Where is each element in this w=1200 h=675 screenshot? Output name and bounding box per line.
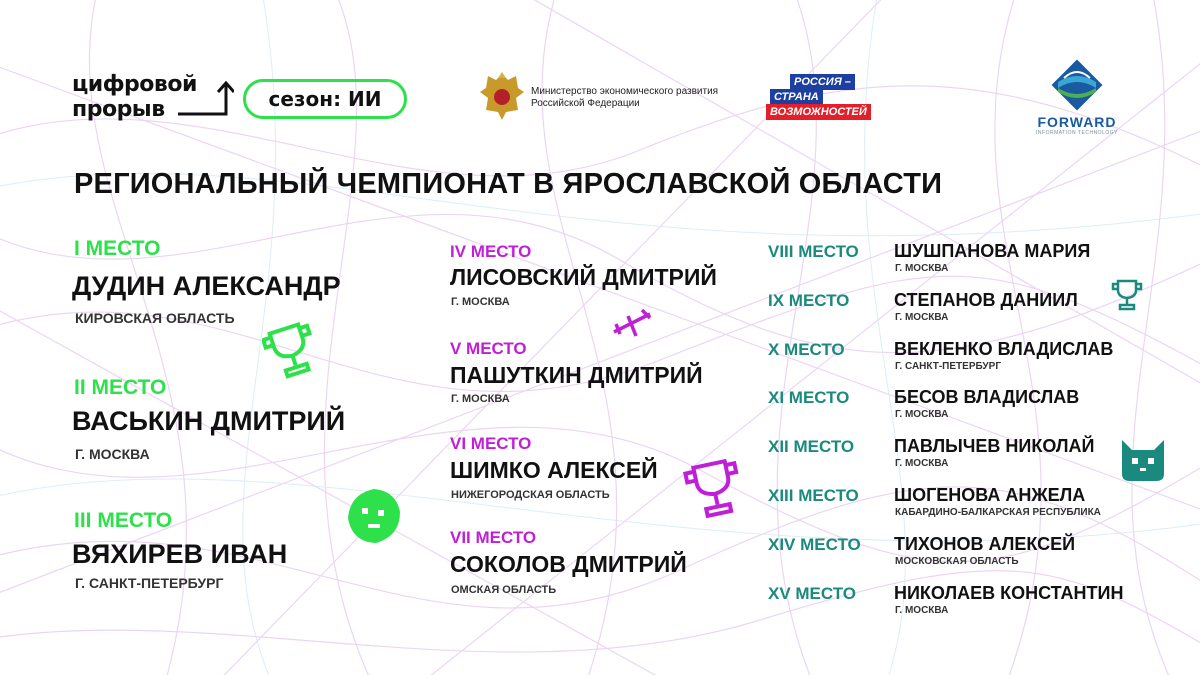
arrow-up-icon bbox=[178, 80, 234, 120]
winner-region: КИРОВСКАЯ ОБЛАСТЬ bbox=[75, 310, 235, 326]
forward-logo-subtitle: INFORMATION TECHNOLOGY bbox=[1036, 130, 1118, 136]
cup-icon bbox=[682, 454, 746, 522]
participant-name: СТЕПАНОВ ДАНИИЛ bbox=[894, 290, 1078, 310]
season-badge: сезон: ИИ bbox=[243, 79, 407, 119]
forward-logo-name: FORWARD bbox=[1037, 114, 1117, 130]
russia-line-3: ВОЗМОЖНОСТЕЙ bbox=[766, 104, 871, 120]
participant-region: КАБАРДИНО-БАЛКАРСКАЯ РЕСПУБЛИКА bbox=[895, 507, 1101, 518]
participant-name: НИКОЛАЕВ КОНСТАНТИН bbox=[894, 583, 1124, 603]
place-label: XIII МЕСТО bbox=[768, 486, 859, 505]
cup-icon bbox=[1108, 276, 1146, 314]
place-label: XII МЕСТО bbox=[768, 437, 855, 456]
ministry-line-2: Российской Федерации bbox=[531, 98, 640, 109]
winner-region: Г. САНКТ-ПЕТЕРБУРГ bbox=[75, 575, 224, 591]
participant-name: ШУШПАНОВА МАРИЯ bbox=[894, 241, 1091, 261]
place-label: XIV МЕСТО bbox=[768, 535, 861, 554]
participant-region: Г. МОСКВА bbox=[895, 605, 949, 616]
place-label: IX МЕСТО bbox=[768, 291, 850, 310]
place-label: V МЕСТО bbox=[450, 339, 527, 358]
participant-region: Г. МОСКВА bbox=[895, 458, 949, 469]
winner-name: ВАСЬКИН ДМИТРИЙ bbox=[72, 406, 346, 436]
forward-logo-icon bbox=[1050, 58, 1104, 112]
airplane-icon bbox=[610, 306, 654, 342]
alien-icon bbox=[344, 486, 404, 546]
place-label: II МЕСТО bbox=[74, 376, 167, 399]
participant-name: ЛИСОВСКИЙ ДМИТРИЙ bbox=[450, 264, 717, 290]
logo-line-1: цифровой bbox=[72, 72, 197, 97]
winner-region: Г. МОСКВА bbox=[75, 446, 150, 462]
cup-icon bbox=[262, 320, 320, 382]
russia-opportunity-logo bbox=[762, 74, 882, 120]
place-label: IV МЕСТО bbox=[450, 242, 532, 261]
winner-name: ВЯХИРЕВ ИВАН bbox=[72, 539, 288, 569]
participant-name: ПАШУТКИН ДМИТРИЙ bbox=[450, 362, 703, 388]
russia-line-2: СТРАНА bbox=[770, 89, 823, 105]
coat-of-arms-icon bbox=[478, 70, 526, 122]
place-label: I МЕСТО bbox=[74, 237, 161, 260]
place-label: VII МЕСТО bbox=[450, 528, 537, 547]
russia-line-1: РОССИЯ – bbox=[790, 74, 855, 90]
participant-region: Г. МОСКВА bbox=[895, 312, 949, 323]
winner-name: ДУДИН АЛЕКСАНДР bbox=[72, 271, 341, 301]
participant-name: ШОГЕНОВА АНЖЕЛА bbox=[894, 485, 1086, 505]
participant-name: ШИМКО АЛЕКСЕЙ bbox=[450, 457, 658, 483]
participant-region: Г. МОСКВА bbox=[451, 393, 510, 405]
place-label: XI МЕСТО bbox=[768, 388, 850, 407]
participant-name: БЕСОВ ВЛАДИСЛАВ bbox=[894, 387, 1080, 407]
place-label: X МЕСТО bbox=[768, 340, 845, 359]
cat-icon bbox=[1118, 434, 1168, 484]
participant-region: Г. САНКТ-ПЕТЕРБУРГ bbox=[895, 361, 1001, 372]
ministry-text bbox=[531, 86, 721, 110]
place-label: III МЕСТО bbox=[74, 509, 173, 532]
participant-region: НИЖЕГОРОДСКАЯ ОБЛАСТЬ bbox=[451, 489, 610, 501]
participant-region: Г. МОСКВА bbox=[451, 296, 510, 308]
participant-name: СОКОЛОВ ДМИТРИЙ bbox=[450, 551, 687, 577]
logo-line-2: прорыв bbox=[72, 97, 165, 122]
place-label: VI МЕСТО bbox=[450, 434, 532, 453]
participant-name: ПАВЛЫЧЕВ НИКОЛАЙ bbox=[894, 436, 1095, 456]
participant-region: МОСКОВСКАЯ ОБЛАСТЬ bbox=[895, 556, 1019, 567]
ministry-line-1: Министерство экономического развития bbox=[531, 86, 719, 97]
place-label: VIII МЕСТО bbox=[768, 242, 859, 261]
participant-name: ВЕКЛЕНКО ВЛАДИСЛАВ bbox=[894, 339, 1114, 359]
participant-region: ОМСКАЯ ОБЛАСТЬ bbox=[451, 584, 557, 596]
participant-name: ТИХОНОВ АЛЕКСЕЙ bbox=[894, 534, 1076, 554]
participant-region: Г. МОСКВА bbox=[895, 409, 949, 420]
participant-region: Г. МОСКВА bbox=[895, 263, 949, 274]
page-title: РЕГИОНАЛЬНЫЙ ЧЕМПИОНАТ В ЯРОСЛАВСКОЙ ОБЛАСТИ bbox=[74, 168, 943, 200]
place-label: XV МЕСТО bbox=[768, 584, 856, 603]
